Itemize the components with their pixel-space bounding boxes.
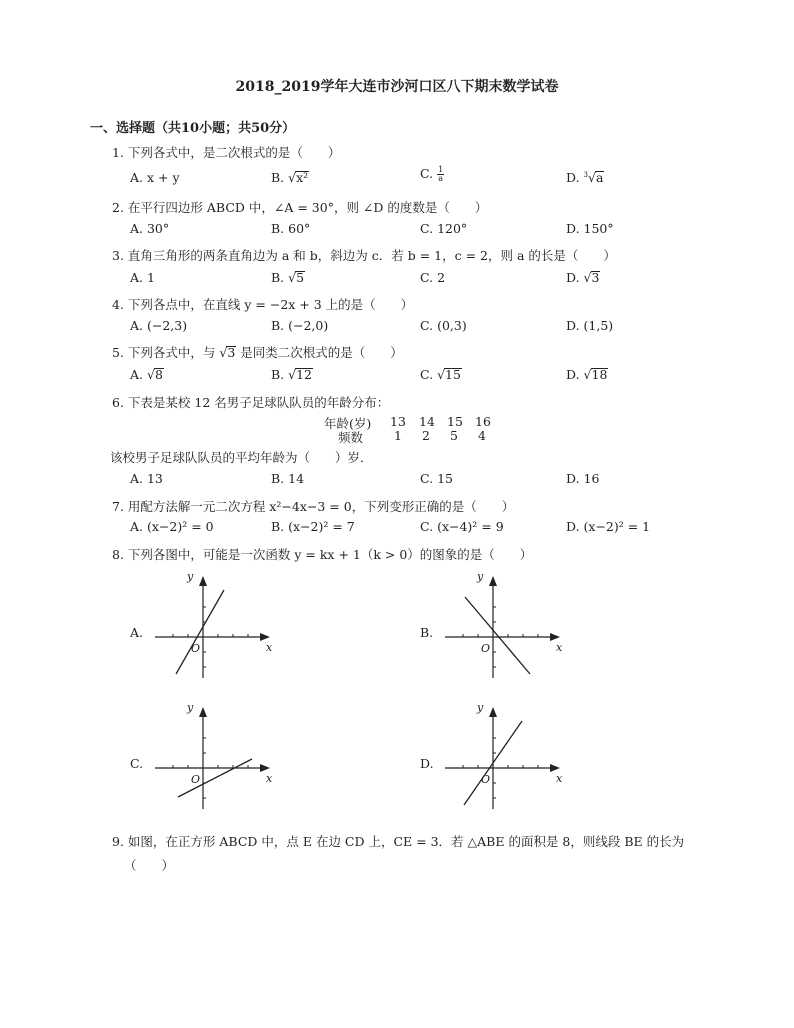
q1-option-c: C. $\frac{1}{a}$ (420, 165, 444, 183)
page-title: 2018_2019学年大连市沙河口区八下期末数学试卷 (235, 79, 559, 95)
question-4-stem: 4. 下列各点中，在直线 y = −2x + 3 上的是（ ） (112, 297, 414, 312)
table-cell: 15 (447, 414, 463, 429)
q5-option-d: D. √18 (566, 367, 608, 382)
q5-option-b: B. √12 (271, 367, 313, 382)
y-axis-label: y (477, 570, 484, 583)
q8-graph-label-b: B. (420, 625, 434, 640)
table-cell: 14 (419, 414, 435, 429)
q3-option-b: B. √5 (271, 270, 305, 285)
q7-option-d: D. (x−2)² = 1 (566, 519, 651, 534)
table-cell: 2 (422, 428, 430, 443)
question-7-stem: 7. 用配方法解一元二次方程 x²−4x−3 = 0，下列变形正确的是（ ） (112, 499, 515, 514)
graph-d (440, 703, 565, 813)
y-axis-label: y (187, 701, 194, 714)
table-cell: 4 (478, 428, 486, 443)
question-3-stem: 3. 直角三角形的两条直角边为 a 和 b，斜边为 c．若 b = 1，c = 2，则 a 的长是（ ） (112, 248, 616, 263)
q2-option-b: B. 60° (271, 221, 311, 236)
q2-option-a: A. 30° (130, 221, 170, 236)
section-heading: 一、选择题（共10小题；共50分） (90, 121, 296, 136)
q1-option-b: B. √x² (271, 170, 309, 185)
x-axis-label: x (556, 772, 563, 785)
x-axis-label: x (556, 641, 563, 654)
question-5-stem: 5. 下列各式中，与 √3 是同类二次根式的是（ ） (112, 345, 403, 360)
graph-a (150, 572, 275, 682)
q1-option-a: A. x + y (130, 170, 180, 185)
question-8-stem: 8. 下列各图中，可能是一次函数 y = kx + 1（k > 0）的图象的是（ ） (112, 547, 533, 562)
q4-option-c: C. (0,3) (420, 318, 467, 333)
q5-option-a: A. √8 (130, 367, 163, 382)
question-9-stem: 9. 如图，在正方形 ABCD 中，点 E 在边 CD 上，CE = 3．若 △ABE 的面积是 8，则线段 BE 的长为 (112, 834, 685, 849)
q6-option-b: B. 14 (271, 471, 305, 486)
q6-option-a: A. 13 (130, 471, 163, 486)
graph-b (440, 572, 565, 682)
q4-option-b: B. (−2,0) (271, 318, 329, 333)
origin-label: O (481, 642, 491, 655)
question-9-blank: （ ） (124, 858, 175, 873)
question-6-stem: 6. 下表是某校 12 名男子足球队队员的年龄分布： (112, 395, 390, 410)
q3-option-c: C. 2 (420, 270, 446, 285)
q7-option-a: A. (x−2)² = 0 (130, 519, 214, 534)
q6-option-d: D. 16 (566, 471, 600, 486)
x-axis-label: x (266, 641, 273, 654)
table-cell: 5 (450, 428, 458, 443)
origin-label: O (191, 642, 201, 655)
table-cell: 13 (390, 414, 406, 429)
q4-option-d: D. (1,5) (566, 318, 614, 333)
table-cell: 16 (475, 414, 491, 429)
origin-label: O (191, 773, 201, 786)
origin-label: O (481, 773, 491, 786)
table-row1-label: 年龄(岁) (324, 416, 372, 431)
q2-option-c: C. 120° (420, 221, 468, 236)
q8-graph-label-d: D. (420, 756, 434, 771)
q6-option-c: C. 15 (420, 471, 453, 486)
table-row2-label: 频数 (338, 430, 364, 445)
q5-option-c: C. √15 (420, 367, 461, 382)
q7-option-b: B. (x−2)² = 7 (271, 519, 355, 534)
y-axis-label: y (187, 570, 194, 583)
table-cell: 1 (394, 428, 402, 443)
question-6-question: 该校男子足球队队员的平均年龄为（ ）岁． (110, 450, 373, 465)
graph-c (150, 703, 275, 813)
q8-graph-label-c: C. (130, 756, 144, 771)
q1-option-d: D. $^3$√a (566, 170, 604, 185)
q3-option-d: D. √3 (566, 270, 600, 285)
q8-graph-label-a: A. (130, 625, 144, 640)
q2-option-d: D. 150° (566, 221, 614, 236)
question-1-stem: 1. 下列各式中，是二次根式的是（ ） (112, 145, 341, 160)
question-2-stem: 2. 在平行四边形 ABCD 中，∠A = 30°，则 ∠D 的度数是（ ） (112, 200, 488, 215)
x-axis-label: x (266, 772, 273, 785)
q7-option-c: C. (x−4)² = 9 (420, 519, 504, 534)
q3-option-a: A. 1 (130, 270, 155, 285)
q4-option-a: A. (−2,3) (130, 318, 188, 333)
y-axis-label: y (477, 701, 484, 714)
